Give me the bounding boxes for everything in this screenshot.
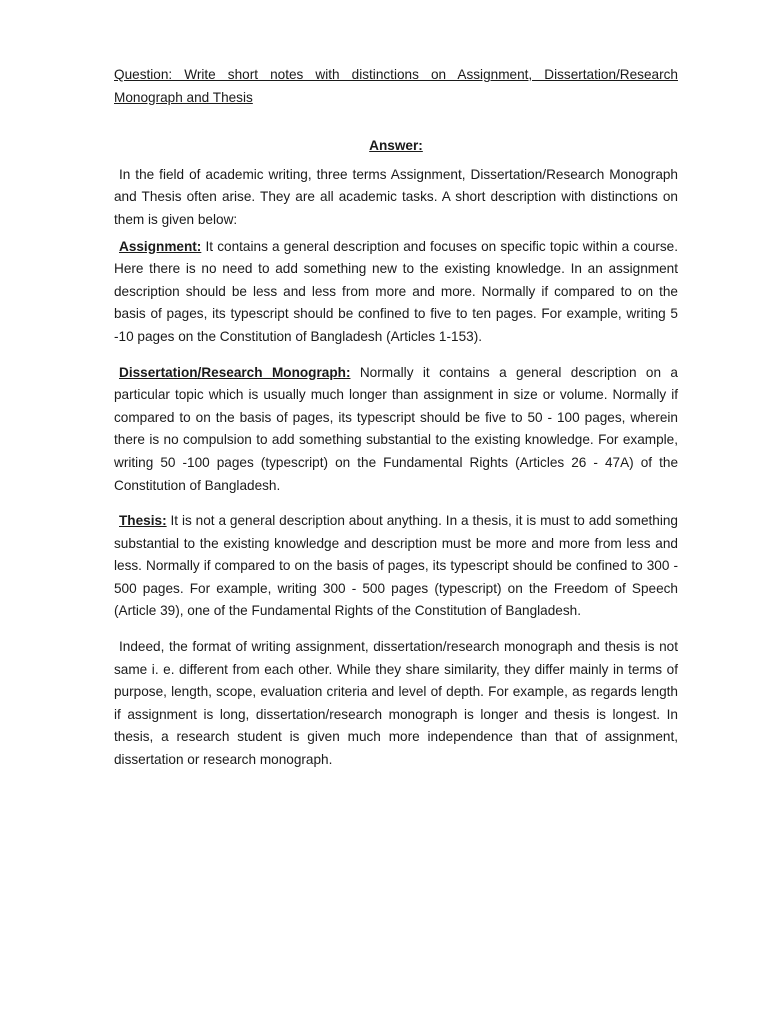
assignment-term: Assignment: [119,238,202,254]
dissertation-term: Dissertation/Research Monograph: [119,364,351,380]
thesis-text: It is not a general description about anything. In a thesis, it is must to add something substantial to the existing knowledge and description must be more and more from less and less. Normally if compared to on the basis of pages, its typescript should be confined to 300 - 500 pages. For example, writing 300 - 500 pages (typescript) on the Freedom of Speech (Article 39), one of the Fundamental Rights of the Constitution of Bangladesh. [114,513,678,619]
intro-paragraph: In the field of academic writing, three terms Assignment, Dissertation/Research Monograph and Thesis often arise. They are all academic tasks. A short description with distinctions on them is given below: [114,166,678,227]
question-heading: Question: Write short notes with distinctions on Assignment, Dissertation/Research Monograph and Thesis [114,67,678,105]
dissertation-paragraph [114,362,678,498]
assignment-text: It contains a general description and focuses on specific topic within a course. Here there is no need to add something new to the existing knowledge. In an assignment description should be less and less from more and more. Normally if compared to on the basis of pages, its typescript should be confined to five to ten pages. For example, writing 5 -10 pages on the Constitution of Bangladesh (Articles 1-153). [114,238,678,344]
dissertation-text: Normally it contains a general description on a particular topic which is usually much longer than assignment in size or volume. Normally if compared to on the basis of pages, its typescript should be five to 50 - 100 pages, wherein there is no compulsion to add something substantial to the existing knowledge. For example, writing 50 -100 pages (typescript) on the Fundamental Rights (Articles 26 - 47A) of the Constitution of Bangladesh. [114,364,678,493]
conclusion-paragraph: Indeed, the format of writing assignment, dissertation/research monograph and thesis is not same i. e. different from each other. While they share similarity, they differ mainly in terms of purpose, length, scope, evaluation criteria and level of depth. For example, as regards length if assignment is long, dissertation/research monograph is longer and thesis is longest. In thesis, a research student is given much more independence than that of assignment, dissertation or research monograph. [114,639,678,768]
answer-heading: Answer: [369,138,423,154]
thesis-term: Thesis: [119,513,167,529]
thesis-paragraph [114,510,678,623]
document-page [114,64,678,772]
assignment-paragraph [114,236,678,349]
